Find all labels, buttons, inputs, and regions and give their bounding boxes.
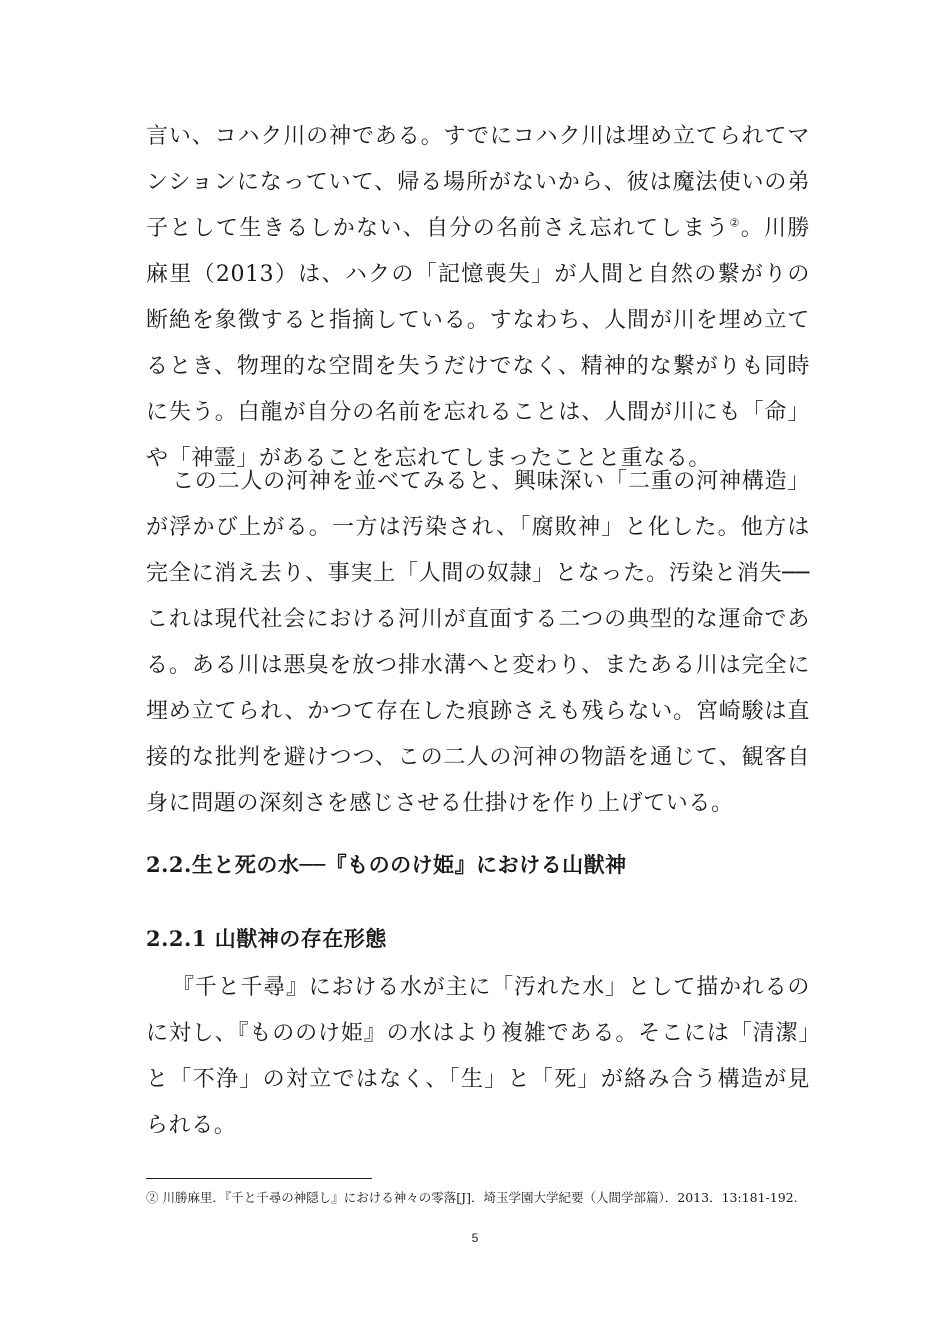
footnote-text: 川勝麻里．『千と千尋の神隠し』における神々の零落[J]．埼玉学園大学紀要（人間学部篇）．2013．13:181-192. [158, 1190, 798, 1205]
subsection-heading: 2.2.1 山獣神の存在形態 [146, 926, 387, 951]
body-paragraph-3: 『千と千尋』における水が主に「汚れた水」として描かれるのに対し、『もののけ姫』の水はより複雑である。そこには「清潔」と「不浄」の対立ではなく、「生」と「死」が絡み合う構造が見られる。 [146, 975, 810, 1138]
footnote [146, 1188, 810, 1208]
section-heading: 2.2.生と死の水──『もののけ姫』における山獣神 [146, 852, 627, 877]
footnote-reference[interactable]: ② [729, 216, 741, 230]
paragraph-text: 。川勝麻里（2013）は、ハクの「記憶喪失」が人間と自然の繋がりの断絶を象徴すると指摘している。すなわち、人間が川を埋め立てるとき、物理的な空間を失うだけでなく、精神的な繋がりも同時に失う。白龍が自分の名前を忘れることは、人間が川にも「命」や「神霊」があることを忘れてしまったことと重なる。 [146, 216, 810, 471]
footnote-mark: ② [146, 1190, 159, 1205]
page-number: 5 [471, 1231, 479, 1245]
body-paragraph-2: この二人の河神を並べてみると、興味深い「二重の河神構造」が浮かび上がる。一方は汚染され、「腐敗神」と化した。他方は完全に消え去り、事実上「人間の奴隷」となった。汚染と消失──これは現代社会における河川が直面する二つの典型的な運命である。ある川は悪臭を放つ排水溝へと変わり、またある川は完全に埋め立てられ、かつて存在した痕跡さえも残らない。宮崎駿は直接的な批判を避けつつ、この二人の河神の物語を通じて、観客自身に問題の深刻さを感じさせる仕掛けを作り上げている。 [146, 469, 810, 816]
paragraph-text: 言い、コハク川の神である。すでにコハク川は埋め立てられてマンションになっていて、帰る場所がないから、彼は魔法使いの弟子として生きるしかない、自分の名前さえ忘れてしまう [146, 124, 810, 241]
footnote-divider [146, 1178, 372, 1179]
body-paragraph-1 [146, 114, 810, 482]
